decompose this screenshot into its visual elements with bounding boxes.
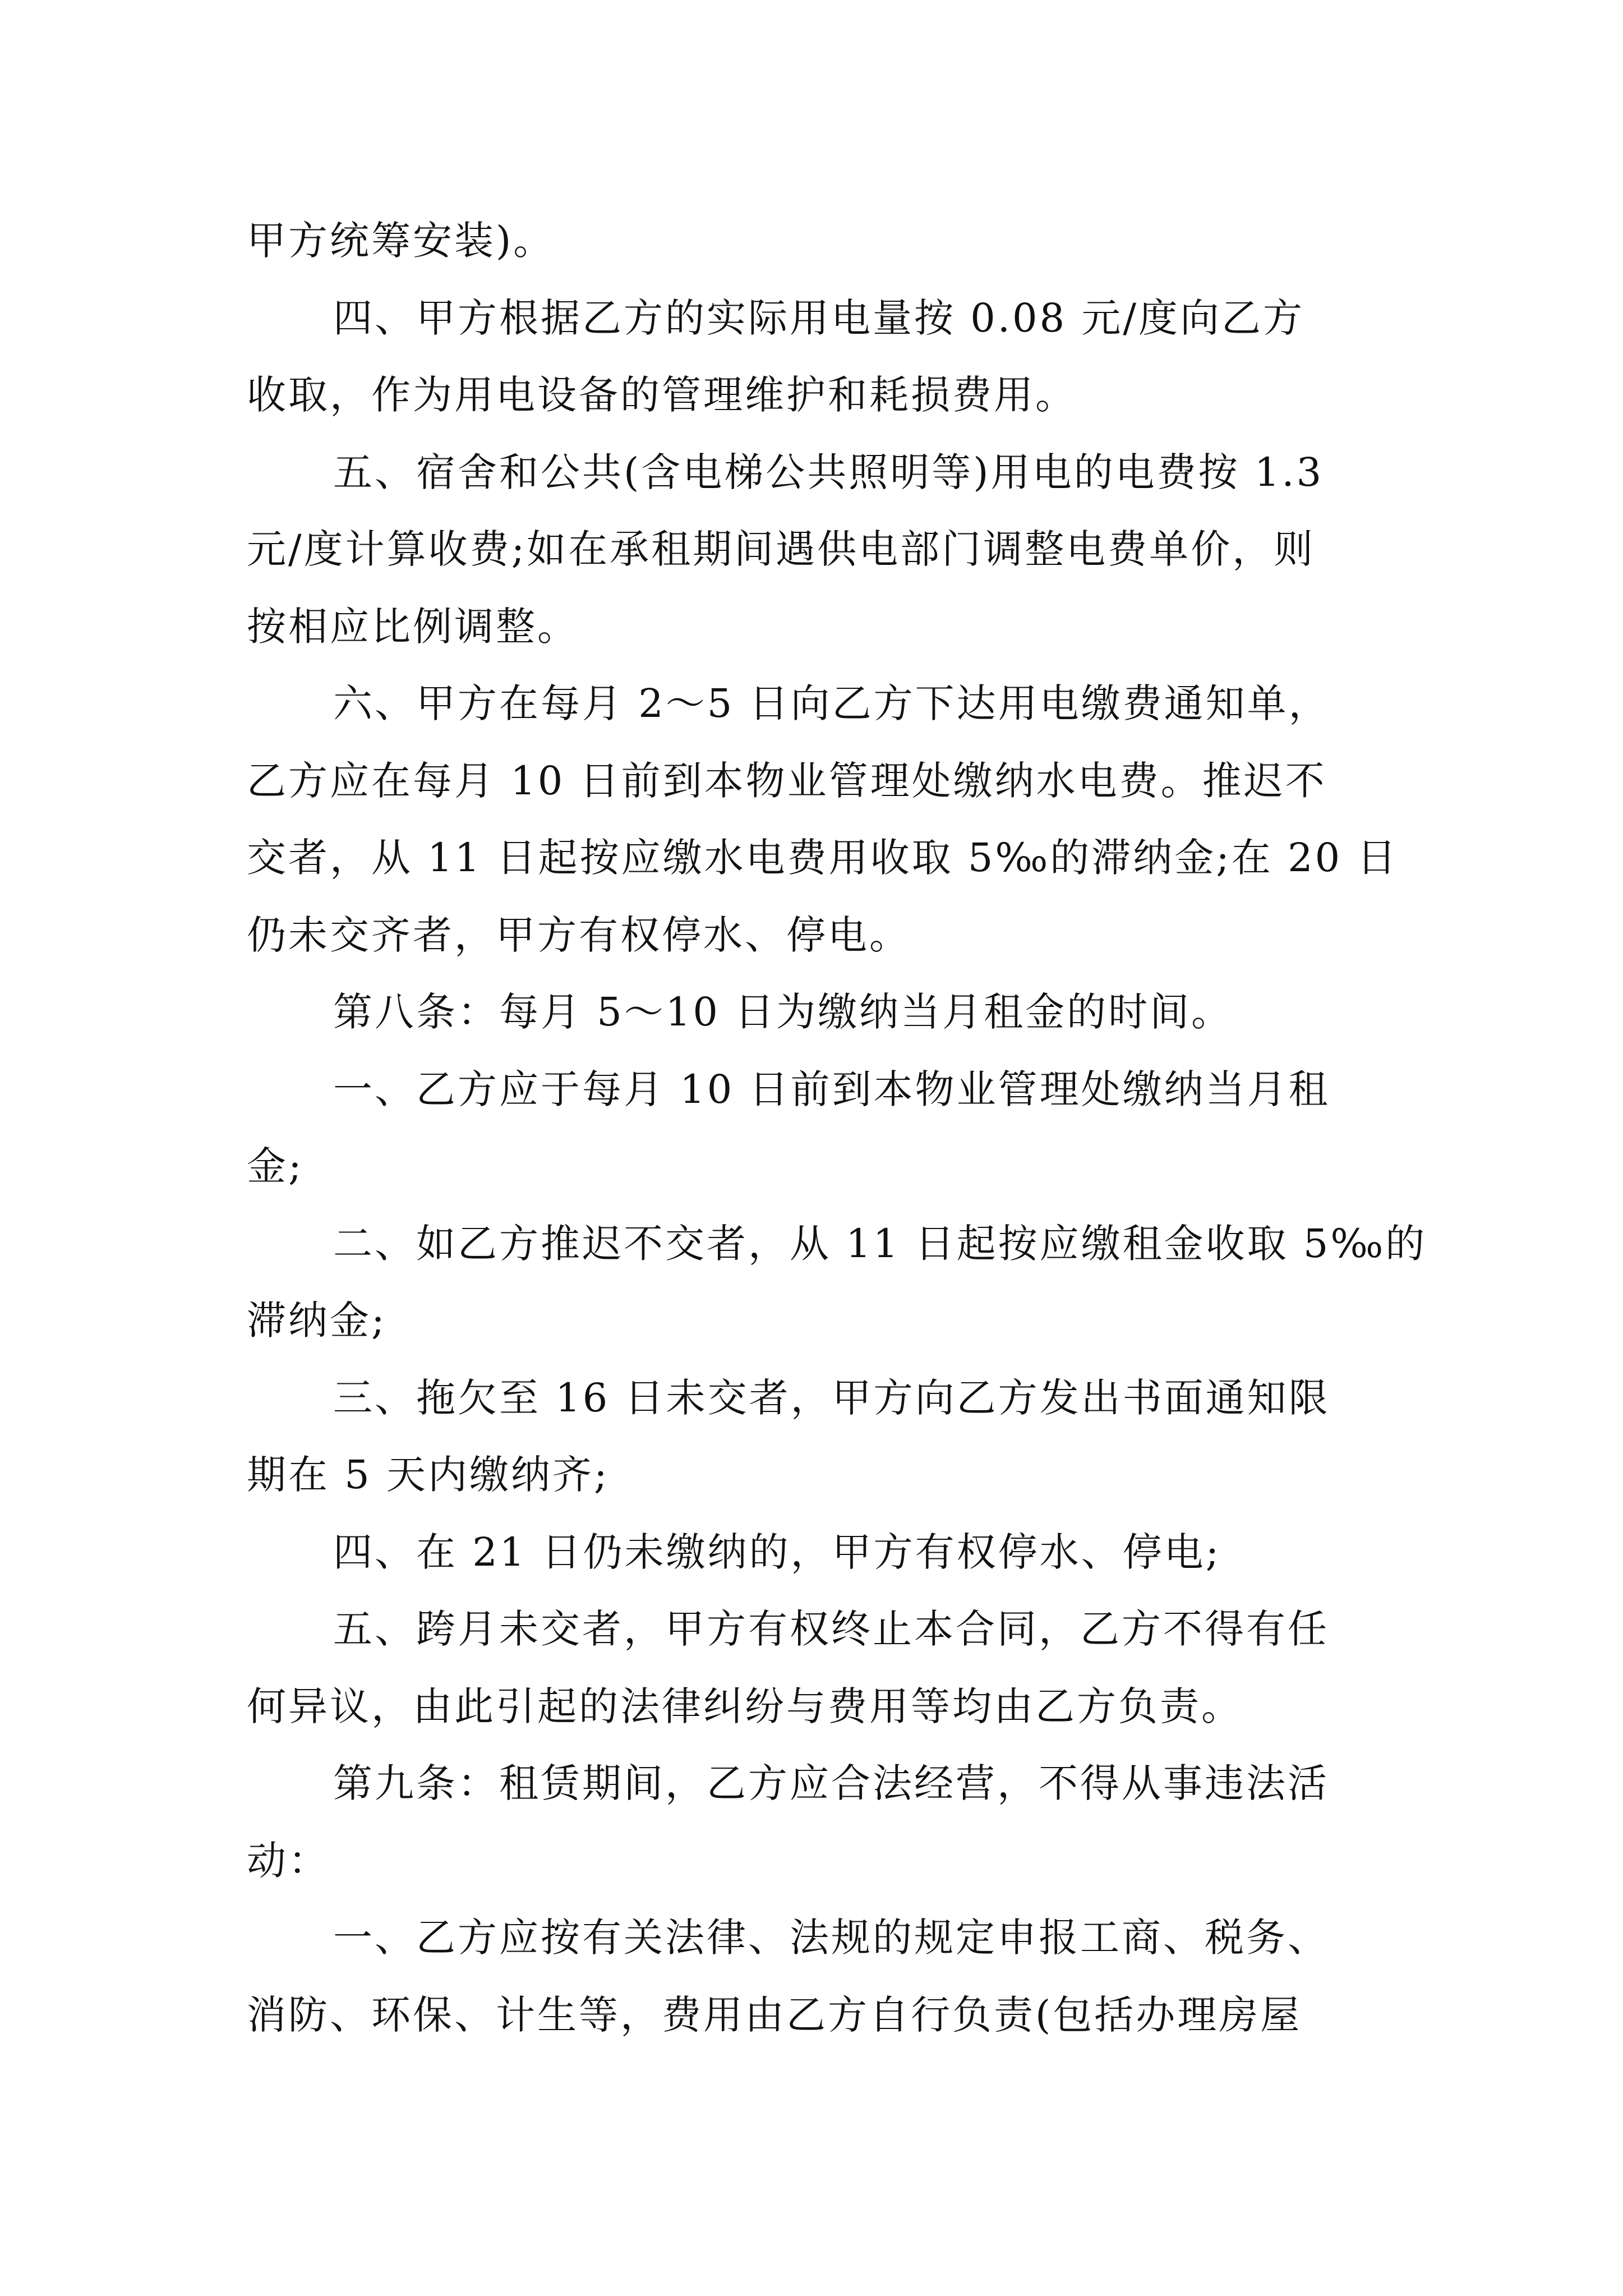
paragraph-line-15: 滞纳金; bbox=[247, 1297, 387, 1343]
paragraph-line-22: 动： bbox=[247, 1838, 330, 1884]
paragraph-line-5: 元/度计算收费;如在承租期间遇供电部门调整电费单价，则 bbox=[247, 526, 1316, 572]
paragraph-line-9: 交者，从 11 日起按应缴水电费用收取 5‰的滞纳金;在 20 日 bbox=[247, 835, 1399, 881]
paragraph-line-14: 二、如乙方推迟不交者，从 11 日起按应缴租金收取 5‰的 bbox=[333, 1221, 1427, 1267]
paragraph-line-18: 四、在 21 日仍未缴纳的，甲方有权停水、停电; bbox=[333, 1529, 1221, 1575]
paragraph-line-24: 消防、环保、计生等，费用由乙方自行负责(包括办理房屋 bbox=[247, 1992, 1302, 2038]
paragraph-line-12: 一、乙方应于每月 10 日前到本物业管理处缴纳当月租 bbox=[333, 1066, 1330, 1112]
paragraph-line-17: 期在 5 天内缴纳齐; bbox=[247, 1452, 610, 1498]
article-9-heading: 第九条：租赁期间，乙方应合法经营，不得从事违法活 bbox=[333, 1760, 1329, 1806]
paragraph-line-19: 五、跨月未交者，甲方有权终止本合同，乙方不得有任 bbox=[333, 1606, 1329, 1652]
paragraph-line-1: 甲方统筹安装)。 bbox=[247, 218, 555, 264]
paragraph-line-13: 金; bbox=[247, 1143, 304, 1189]
paragraph-line-8: 乙方应在每月 10 日前到本物业管理处缴纳水电费。推迟不 bbox=[247, 758, 1327, 804]
paragraph-line-2: 四、甲方根据乙方的实际用电量按 0.08 元/度向乙方 bbox=[333, 295, 1304, 341]
article-8-heading: 第八条：每月 5～10 日为缴纳当月租金的时间。 bbox=[333, 989, 1233, 1035]
paragraph-line-7: 六、甲方在每月 2～5 日向乙方下达用电缴费通知单， bbox=[333, 680, 1330, 726]
paragraph-line-23: 一、乙方应按有关法律、法规的规定申报工商、税务、 bbox=[333, 1915, 1329, 1961]
paragraph-line-4: 五、宿舍和公共(含电梯公共照明等)用电的电费按 1.3 bbox=[333, 449, 1324, 495]
paragraph-line-10: 仍未交齐者，甲方有权停水、停电。 bbox=[247, 912, 911, 958]
paragraph-line-16: 三、拖欠至 16 日未交者，甲方向乙方发出书面通知限 bbox=[333, 1375, 1330, 1421]
paragraph-line-20: 何异议，由此引起的法律纠纷与费用等均由乙方负责。 bbox=[247, 1683, 1243, 1729]
paragraph-line-3: 收取，作为用电设备的管理维护和耗损费用。 bbox=[247, 372, 1077, 418]
paragraph-line-6: 按相应比例调整。 bbox=[247, 604, 579, 650]
